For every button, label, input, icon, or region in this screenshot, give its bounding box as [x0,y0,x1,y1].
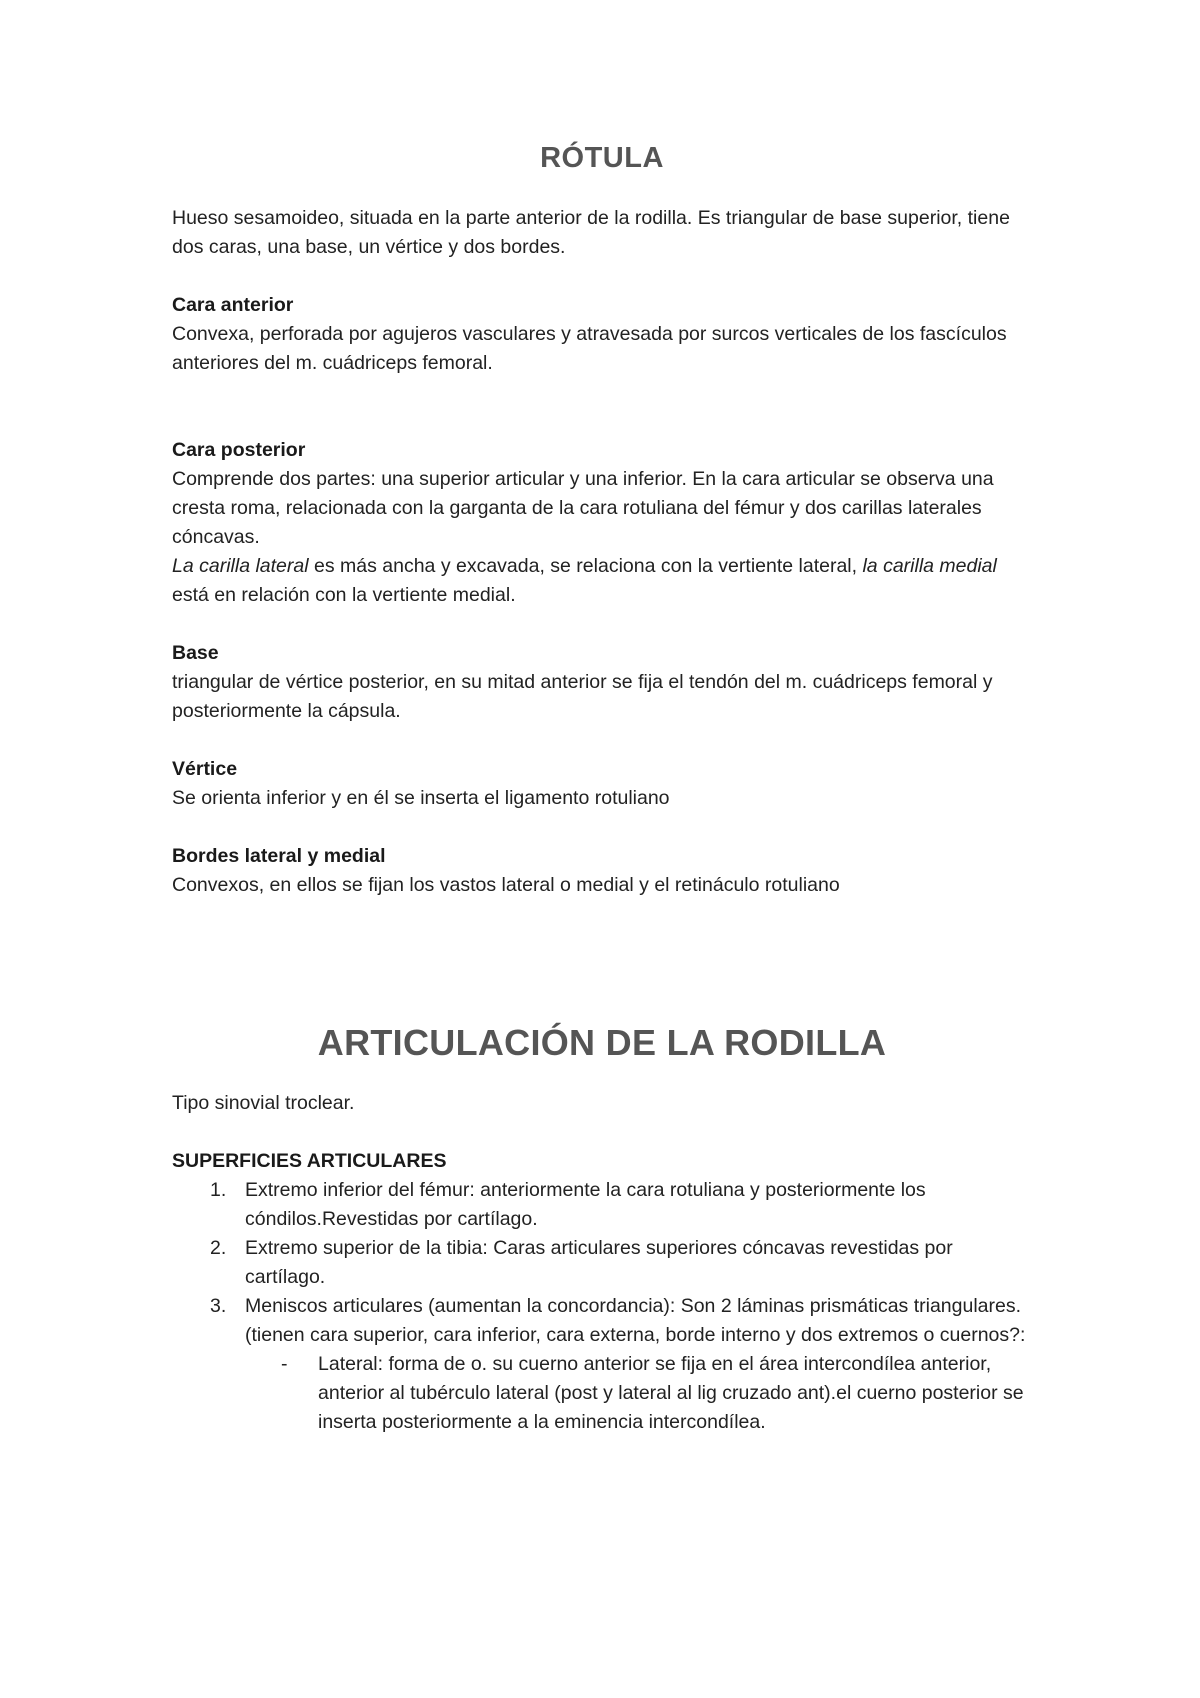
meniscos-sublist [245,1350,1032,1437]
cara-posterior-carillas [172,552,1032,610]
cara-anterior-text: Convexa, perforada por agujeros vasculares y atravesada por surcos verticales de los fascículos anteriores del m. cuádriceps femoral. [172,323,1007,374]
bordes-text: Convexos, en ellos se fijan los vastos lateral o medial y el retináculo rotuliano [172,874,840,896]
superficies-heading: SUPERFICIES ARTICULARES [172,1150,447,1172]
superficies-block [172,1147,1032,1437]
carilla-lateral-italic: La carilla lateral [172,555,309,577]
list-item [172,1234,1032,1292]
cara-posterior-heading: Cara posterior [172,439,306,461]
list-number: 2. [210,1237,227,1259]
rotula-title: RÓTULA [540,142,664,174]
superficies-list [172,1176,1032,1437]
base-heading: Base [172,642,219,664]
cara-anterior-heading: Cara anterior [172,294,294,316]
sublist-item [245,1350,1032,1437]
cara-anterior-block [172,291,1032,378]
carilla-medial-text: está en relación con la vertiente medial. [172,584,516,606]
articulacion-title: ARTICULACIÓN DE LA RODILLA [317,1022,887,1063]
list-number: 3. [210,1295,227,1317]
list-item-text: Extremo inferior del fémur: anteriormente la cara rotuliana y posteriormente los cóndilos.Revestidas por cartílago. [245,1179,926,1230]
tipo-text: Tipo sinovial troclear. [172,1092,355,1114]
list-number: 1. [210,1179,227,1201]
tipo-block [172,1089,1032,1118]
carilla-lateral-text: es más ancha y excavada, se relaciona con la vertiente lateral, [308,555,863,577]
base-text: triangular de vértice posterior, en su mitad anterior se fija el tendón del m. cuádriceps femoral y posteriormente la cápsula. [172,671,993,722]
list-item [172,1292,1032,1437]
list-item [172,1176,1032,1234]
cara-posterior-text: Comprende dos partes: una superior articular y una inferior. En la cara articular se observa una cresta roma, relacionada con la garganta de la cara rotuliana del fémur y dos carillas laterales cóncavas. [172,468,994,548]
list-item-text: Extremo superior de la tibia: Caras articulares superiores cóncavas revestidas por cartílago. [245,1237,953,1288]
vertice-text: Se orienta inferior y en él se inserta el ligamento rotuliano [172,787,670,809]
section-spacer [172,929,1032,1019]
vertice-block [172,755,1032,813]
bordes-heading: Bordes lateral y medial [172,845,386,867]
rotula-intro-block [172,204,1032,262]
bordes-block [172,842,1032,900]
document-content [172,138,1032,1437]
cara-posterior-block [172,436,1032,610]
base-block [172,639,1032,726]
carilla-medial-italic: la carilla medial [862,555,997,577]
list-item-text: Meniscos articulares (aumentan la concordancia): Son 2 láminas prismáticas triangulares. (tienen cara superior, cara inferior, cara externa, borde interno y dos extremos o cuernos?: [245,1295,1026,1346]
vertice-heading: Vértice [172,758,238,780]
sublist-item-text: Lateral: forma de o. su cuerno anterior se fija en el área intercondílea anterior, anterior al tubérculo lateral (post y lateral al lig cruzado ant).el cuerno posterior se inserta posteriormente a la eminencia intercondílea. [318,1353,1024,1433]
rotula-intro: Hueso sesamoideo, situada en la parte anterior de la rodilla. Es triangular de base superior, tiene dos caras, una base, un vértice y dos bordes. [172,207,1010,258]
sublist-dash: - [281,1353,288,1375]
